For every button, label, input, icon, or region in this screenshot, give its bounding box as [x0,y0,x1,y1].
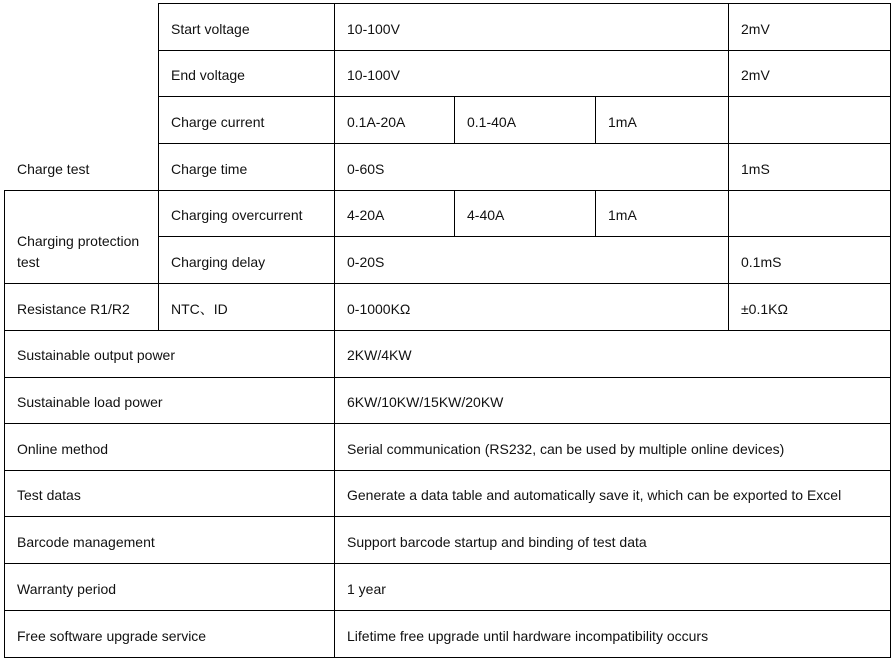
charge-current-range-b: 0.1-40A [467,114,517,130]
end-voltage-resolution: 2mV [741,67,770,83]
barcode-management-label: Barcode management [17,534,155,550]
resistance-range: 0-1000KΩ [347,301,411,317]
end-voltage-range: 10-100V [347,67,400,83]
sustainable-output-power-value: 2KW/4KW [347,347,412,363]
charge-time-range: 0-60S [347,161,385,177]
end-voltage-label: End voltage [171,67,245,83]
table-border-right [890,3,891,658]
row-divider [4,516,891,517]
charging-delay-resolution: 0.1mS [741,254,782,270]
charge-test-label: Charge test [17,161,90,177]
charging-overcurrent-range-b: 4-40A [467,207,505,223]
row-divider [4,377,891,378]
charging-overcurrent-range-a: 4-20A [347,207,385,223]
row-divider [4,190,891,191]
charging-overcurrent-label: Charging overcurrent [171,207,303,223]
test-datas-label: Test datas [17,487,81,503]
charge-current-resolution: 1mA [608,114,637,130]
col-divider [595,96,596,144]
col-divider [728,3,729,331]
barcode-management-value: Support barcode startup and binding of test data [347,534,647,550]
charging-protection-label-line1: Charging protection [17,233,140,249]
table-border-left [4,190,5,658]
row-divider [158,236,891,237]
charge-time-label: Charge time [171,161,248,177]
row-divider [4,283,891,284]
row-divider [158,96,891,97]
sustainable-load-power-label: Sustainable load power [17,394,163,410]
online-method-label: Online method [17,441,109,457]
resistance-label: Resistance R1/R2 [17,301,130,317]
charge-current-label: Charge current [171,114,265,130]
row-divider [4,470,891,471]
free-upgrade-label: Free software upgrade service [17,628,207,644]
table-border-bottom [4,657,891,658]
table-border-top [158,3,891,4]
charging-delay-range: 0-20S [347,254,385,270]
resistance-sub-label: NTC、ID [171,301,228,317]
free-upgrade-value: Lifetime free upgrade until hardware incompatibility occurs [347,628,709,644]
col-divider [595,190,596,237]
warranty-period-value: 1 year [347,581,386,597]
col-divider [454,190,455,237]
charging-overcurrent-resolution: 1mA [608,207,637,223]
online-method-value: Serial communication (RS232, can be used by multiple online devices) [347,441,785,457]
charge-current-range-a: 0.1A-20A [347,114,406,130]
start-voltage-range: 10-100V [347,21,400,37]
start-voltage-label: Start voltage [171,21,250,37]
charge-time-resolution: 1mS [741,161,770,177]
warranty-period-label: Warranty period [17,581,117,597]
charging-delay-label: Charging delay [171,254,266,270]
col-divider [454,96,455,144]
row-divider [4,610,891,611]
col-divider [158,3,159,331]
row-divider [4,423,891,424]
test-datas-value: Generate a data table and automatically save it, which can be exported to Excel [347,487,842,503]
sustainable-output-power-label: Sustainable output power [17,347,175,363]
charging-protection-label-line2: test [17,254,40,270]
row-divider [4,330,891,331]
sustainable-load-power-value: 6KW/10KW/15KW/20KW [347,394,504,410]
col-divider [334,3,335,658]
start-voltage-resolution: 2mV [741,21,770,37]
row-divider [4,563,891,564]
resistance-resolution: ±0.1KΩ [741,301,788,317]
row-divider [158,50,891,51]
row-divider [158,143,891,144]
